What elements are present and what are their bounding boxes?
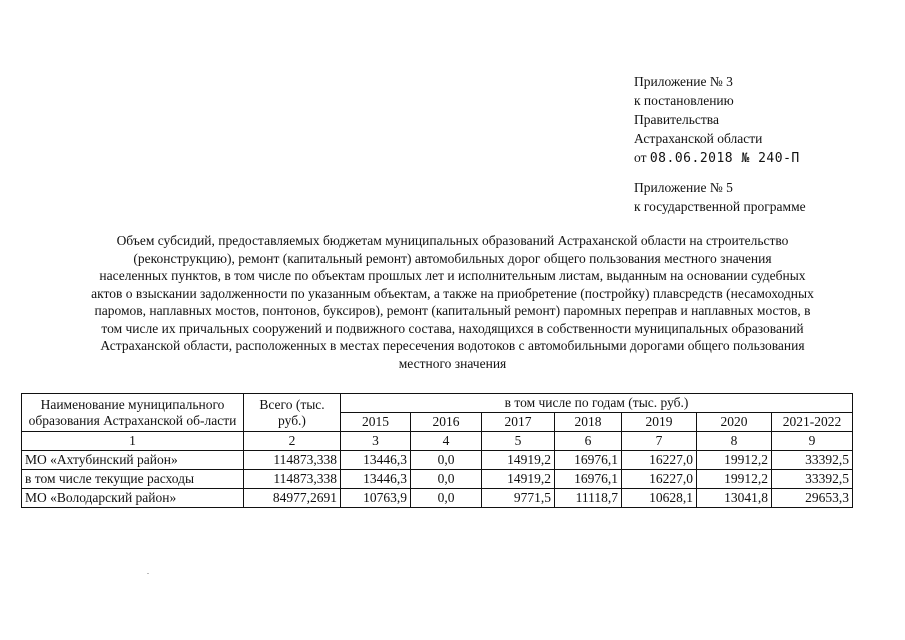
annex-line: Правительства xyxy=(634,112,719,127)
title-line: том числе их причальных сооружений и подвижного состава, находящихся в собственности муниципальных образований xyxy=(101,320,804,336)
row-value: 29653,3 xyxy=(772,489,853,508)
row-value: 11118,7 xyxy=(555,489,622,508)
row-name: МО «Ахтубинский район» xyxy=(22,451,244,470)
annex-header-5 xyxy=(634,178,806,216)
row-value: 13446,3 xyxy=(341,451,411,470)
column-number: 4 xyxy=(411,432,482,451)
annex-line: к постановлению xyxy=(634,93,734,108)
title-line: паромов, наплавных мостов, понтонов, буксиров), ремонт (капитальный ремонт) паромных переправ и наплавных мостов, в xyxy=(94,303,811,318)
annex-date-line xyxy=(634,148,800,168)
row-total: 114873,338 xyxy=(244,470,341,489)
row-value: 0,0 xyxy=(411,470,482,489)
row-value: 19912,2 xyxy=(697,451,772,470)
annex-line: Астраханской области xyxy=(634,131,763,146)
annex-header-3 xyxy=(634,72,800,168)
row-value: 14919,2 xyxy=(482,470,555,489)
subsidy-table xyxy=(21,393,853,508)
row-value: 0,0 xyxy=(411,489,482,508)
column-number: 6 xyxy=(555,432,622,451)
date-stamp: 08.06.2018 № 240-П xyxy=(649,151,800,166)
row-value: 14919,2 xyxy=(482,451,555,470)
column-number: 3 xyxy=(341,432,411,451)
row-value: 13446,3 xyxy=(341,470,411,489)
row-total: 114873,338 xyxy=(244,451,341,470)
column-number: 7 xyxy=(622,432,697,451)
row-name: МО «Володарский район» xyxy=(22,489,244,508)
row-value: 16227,0 xyxy=(622,470,697,489)
title-line: Объем субсидий, предоставляемых бюджетам муниципальных образований Астраханской области на строительство xyxy=(116,233,789,248)
document-title xyxy=(20,232,885,372)
row-value: 10628,1 xyxy=(622,489,697,508)
column-number: 1 xyxy=(22,432,244,451)
header-year: 2016 xyxy=(411,413,482,432)
title-line: (реконструкцию), ремонт (капитальный ремонт) автомобильных дорог общего пользования местного значения xyxy=(133,250,772,266)
header-year: 2015 xyxy=(341,413,411,432)
row-value: 0,0 xyxy=(411,451,482,470)
row-value: 13041,8 xyxy=(697,489,772,508)
column-number-row xyxy=(22,432,853,451)
column-number: 2 xyxy=(244,432,341,451)
annex-line: Приложение № 3 xyxy=(634,74,733,89)
header-row-1 xyxy=(22,394,853,413)
header-year: 2017 xyxy=(482,413,555,432)
date-prefix: от xyxy=(634,150,647,165)
row-total: 84977,2691 xyxy=(244,489,341,508)
row-value: 33392,5 xyxy=(772,451,853,470)
header-year: 2020 xyxy=(697,413,772,432)
table-row xyxy=(22,451,853,470)
column-number: 8 xyxy=(697,432,772,451)
header-year: 2018 xyxy=(555,413,622,432)
annex-line: к государственной программе xyxy=(634,199,806,214)
row-value: 16227,0 xyxy=(622,451,697,470)
title-line: Астраханской области, расположенных в местах пересечения водотоков с автомобильными дорогами общего пользования xyxy=(100,338,805,353)
scan-speck xyxy=(147,573,149,574)
annex-line: Приложение № 5 xyxy=(634,180,733,195)
header-year: 2021-2022 xyxy=(772,413,853,432)
row-name: в том числе текущие расходы xyxy=(22,470,244,489)
column-number: 5 xyxy=(482,432,555,451)
header-years-group: в том числе по годам (тыс. руб.) xyxy=(341,394,853,413)
column-number: 9 xyxy=(772,432,853,451)
header-total: Всего (тыс. руб.) xyxy=(244,394,341,432)
header-municipality: Наименование муниципального образования Астраханской об-ласти xyxy=(22,394,244,432)
row-value: 33392,5 xyxy=(772,470,853,489)
row-value: 16976,1 xyxy=(555,470,622,489)
row-value: 19912,2 xyxy=(697,470,772,489)
header-year: 2019 xyxy=(622,413,697,432)
table-row xyxy=(22,470,853,489)
row-value: 9771,5 xyxy=(482,489,555,508)
row-value: 10763,9 xyxy=(341,489,411,508)
title-line: местного значения xyxy=(398,355,507,371)
row-value: 16976,1 xyxy=(555,451,622,470)
title-line: актов о взыскании задолженности по указанным объектам, а также на приобретение (постройку) плавсредств (несамоходных xyxy=(91,285,814,301)
title-line: населенных пунктов, в том числе по объектам прошлых лет и исполнительным листам, выданным на основании судебных xyxy=(99,268,806,283)
table-row xyxy=(22,489,853,508)
